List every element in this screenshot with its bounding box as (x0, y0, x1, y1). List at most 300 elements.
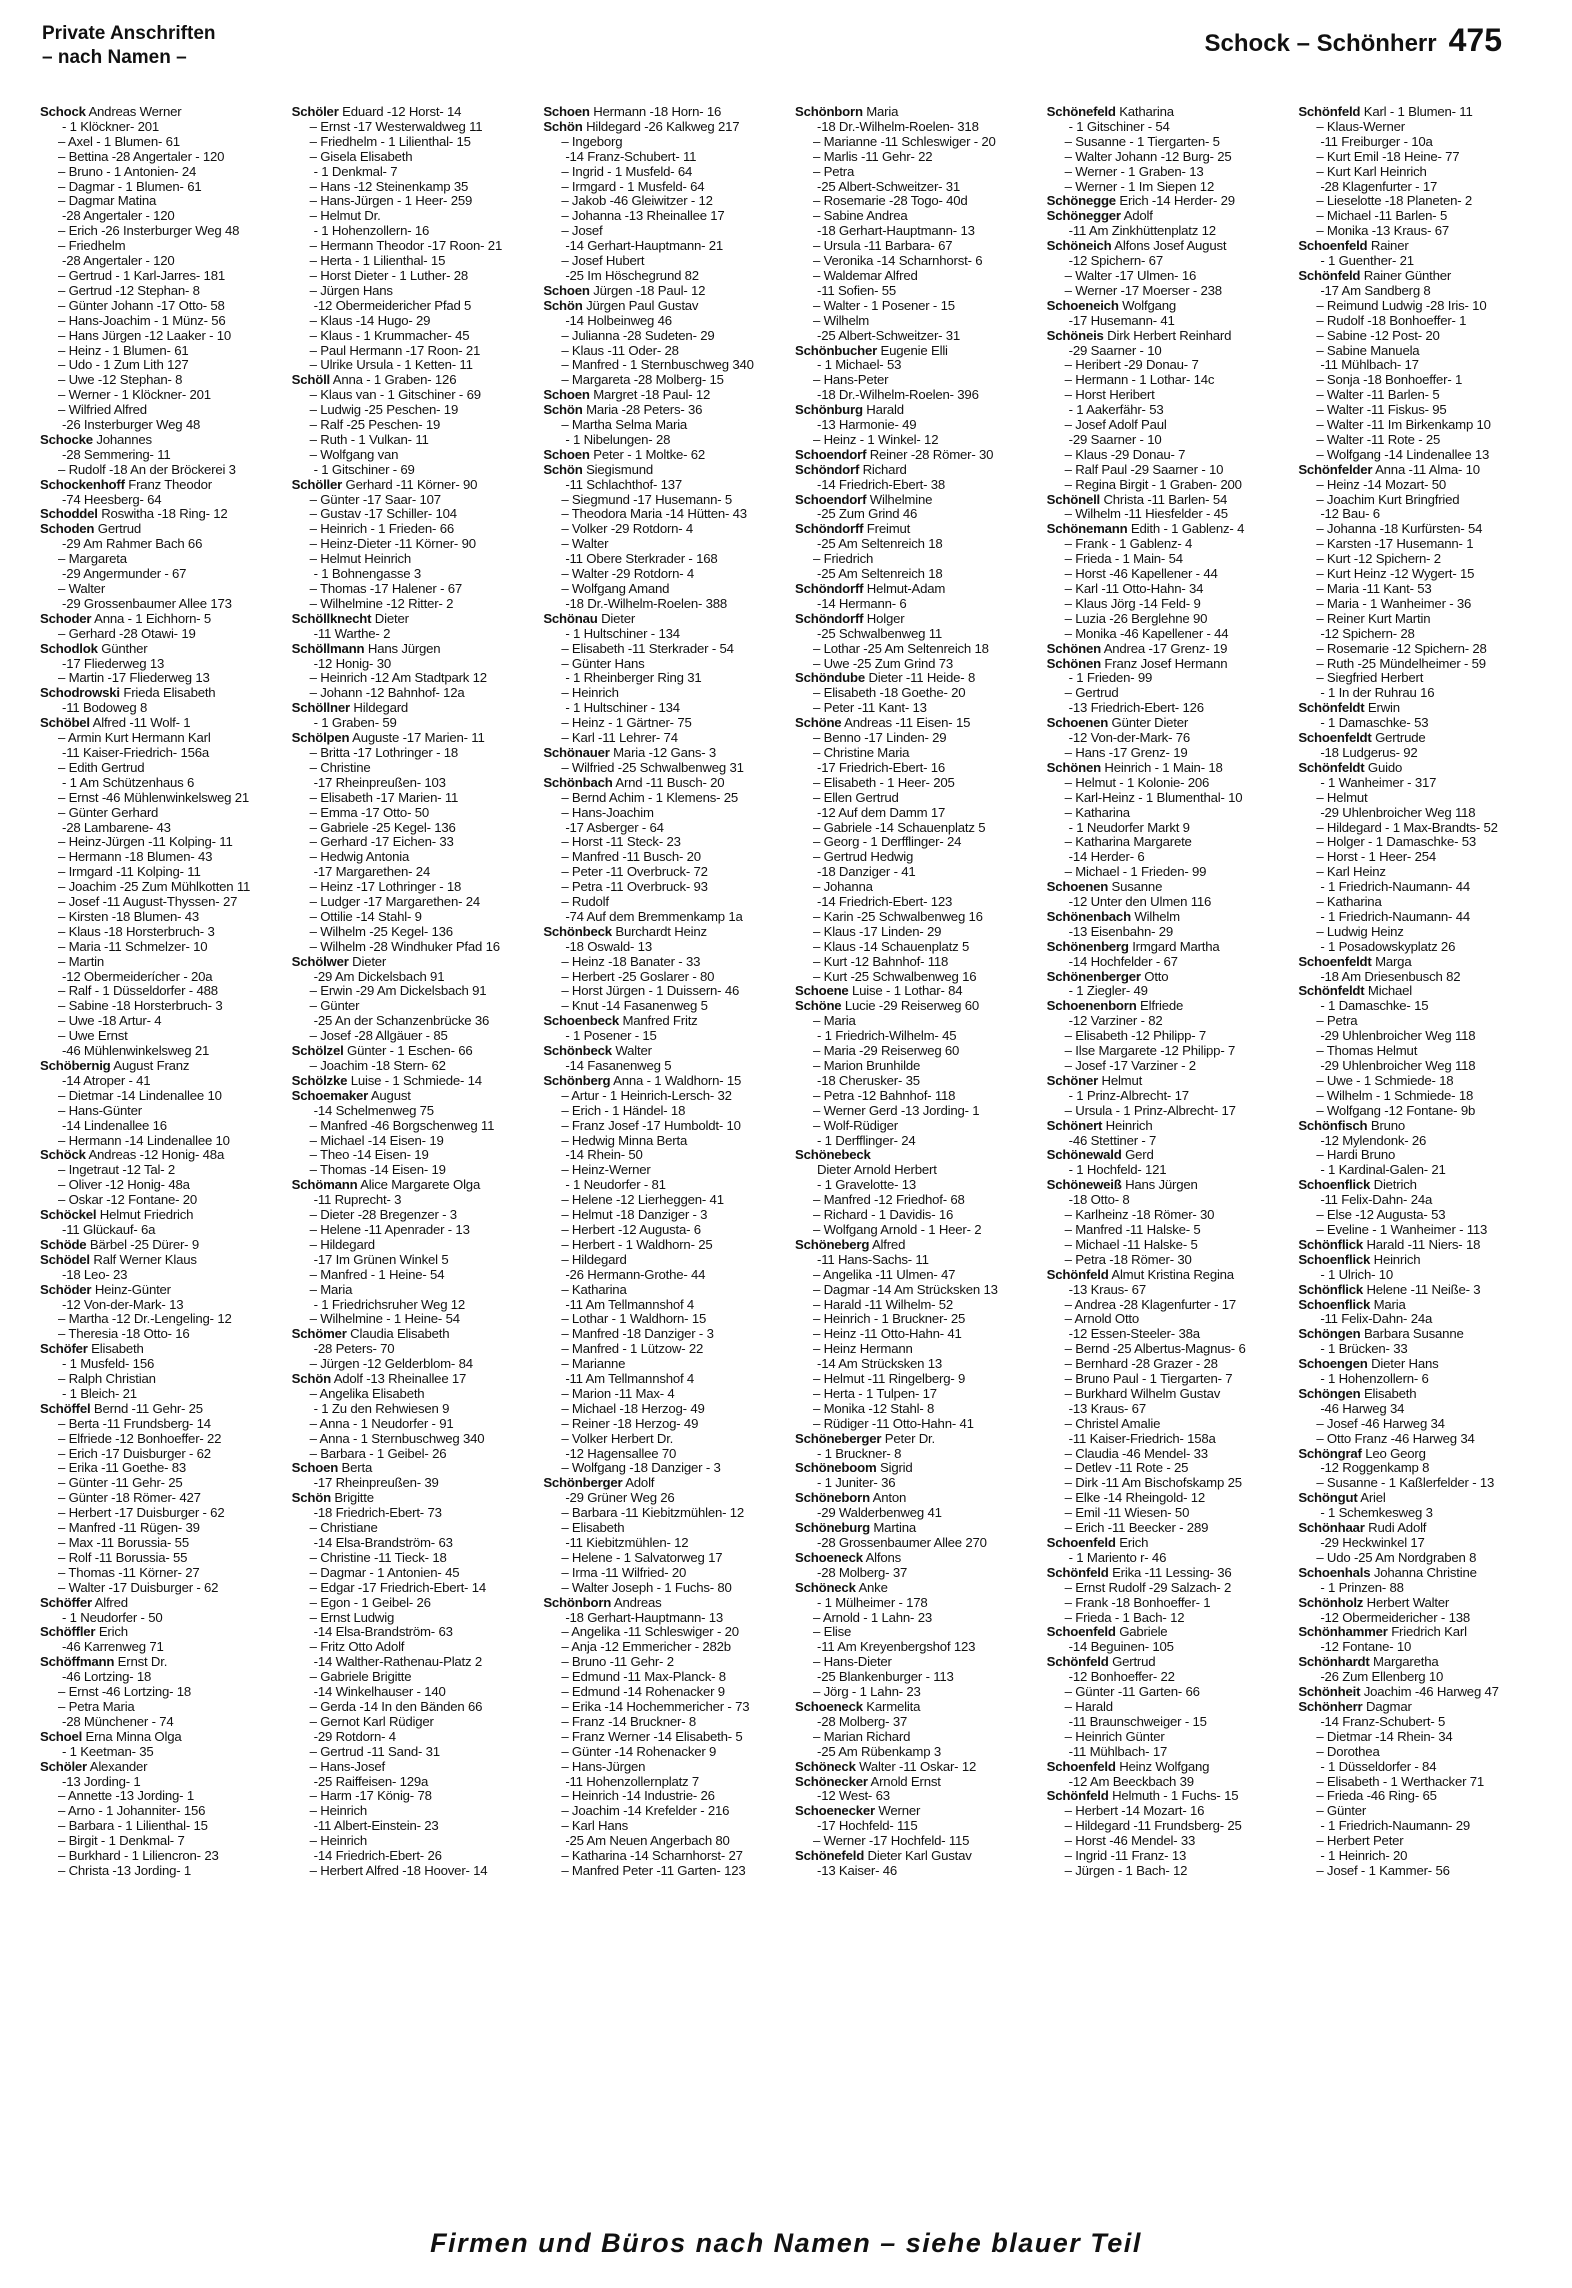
entry-detail: Wolfgang (1118, 297, 1177, 313)
address-continuation: - 1 Aakerfähr- 53 (1068, 402, 1164, 418)
address-continuation: -29 Uhlenbroicher Weg 118 (1320, 1028, 1476, 1044)
given-name-entry: – Karl -11 Lehrer- 74 (561, 730, 678, 746)
address-continuation: -14 Elsa-Brandström- 63 (313, 1535, 453, 1550)
given-name-entry: – Karsten -17 Husemann- 1 (1316, 536, 1474, 552)
entry-detail: Guido (1364, 759, 1403, 775)
surname: Schoenfeld (1046, 1535, 1116, 1550)
surname: Schönburg (795, 402, 863, 418)
surname-entry (543, 746, 785, 761)
given-name-entry: – Hans -12 Steinenkamp 35 (309, 178, 469, 194)
given-name-entry: – Petra (1316, 1013, 1358, 1029)
given-name-entry: – Johann -12 Bahnhof- 12a (309, 685, 465, 701)
address-continuation: -46 Lortzing- 18 (62, 1669, 152, 1685)
surname-entry (1298, 984, 1540, 999)
address-continuation: -14 Hochfelder - 67 (1068, 953, 1178, 969)
given-name-entry: – Dietmar -14 Lindenallee 10 (58, 1087, 222, 1103)
address-continuation: - 1 Posadowskyplatz 26 (1320, 938, 1456, 954)
surname: Schönfeld (1046, 1266, 1109, 1282)
surname: Schöneweiß (1046, 1177, 1122, 1193)
entry-detail: Hans Jürgen (364, 640, 441, 656)
given-name-entry: – Franz -14 Bruckner- 8 (561, 1713, 696, 1729)
entry-detail: Hildegard -26 Kalkweg 217 (582, 118, 740, 134)
surname: Schock (40, 105, 86, 119)
surname: Schönen (1046, 640, 1101, 656)
surname-entry (292, 955, 534, 970)
surname: Schön (543, 402, 583, 418)
given-name-entry: – Dagmar - 1 Blumen- 61 (58, 178, 202, 194)
given-name-entry: – Monika -46 Kapellener - 44 (1064, 625, 1229, 641)
surname-entry (1298, 1447, 1540, 1462)
surname: Schoenfeld (1046, 1624, 1116, 1640)
surname-entry (1298, 1625, 1540, 1640)
surname-entry (1298, 1491, 1540, 1506)
address-continuation: -29 Uhlenbroicher Weg 118 (1320, 1058, 1476, 1073)
given-name-entry: – Katharina (561, 1281, 627, 1297)
surname-entry (1047, 910, 1289, 925)
given-name-entry: – Jürgen -12 Gelderblom- 84 (309, 1356, 473, 1372)
given-name-entry: – Anna - 1 Sternbuschweg 340 (309, 1430, 485, 1446)
given-name-entry: – Werner Gerd -13 Jording- 1 (813, 1102, 980, 1118)
surname: Schöller (291, 476, 343, 492)
address-continuation: -26 Zum Ellenberg 10 (1320, 1669, 1444, 1685)
given-name-entry: – Gerhard -17 Eichen- 33 (309, 834, 454, 850)
surname-entry (1298, 1327, 1540, 1342)
surname-entry (1047, 657, 1289, 672)
address-continuation: - 1 Gitschiner - 54 (1068, 118, 1170, 134)
surname-entry (795, 463, 1037, 478)
given-name-entry: – Anja -12 Emmericher - 282b (561, 1639, 731, 1655)
given-name-entry: – Hermann -18 Blumen- 43 (58, 849, 213, 865)
given-name-entry: – Marianne -11 Schleswiger - 20 (813, 133, 996, 149)
address-continuation: - 1 Graben- 59 (313, 715, 397, 731)
surname: Schöneberg (795, 1236, 870, 1252)
given-name-entry: – Heinrich (309, 1833, 368, 1849)
entry-detail: Claudia Elisabeth (346, 1326, 450, 1342)
surname-entry (1298, 1283, 1540, 1298)
given-name-entry: – Josef -46 Harweg 34 (1316, 1415, 1445, 1431)
address-continuation: -17 Am Sandberg 8 (1320, 282, 1431, 298)
surname: Schönborn (795, 105, 863, 119)
given-name-entry: – Maria -11 Schmelzer- 10 (58, 938, 208, 954)
given-name-entry: – Franz Josef -17 Humboldt- 10 (561, 1117, 741, 1133)
given-name-entry: – Günter Johann -17 Otto- 58 (58, 297, 225, 313)
address-continuation: -12 Honig- 30 (313, 655, 391, 671)
given-name-entry: – Wolfgang -14 Lindenallee 13 (1316, 446, 1490, 462)
given-name-entry: – Edith Gertrud (58, 759, 145, 775)
surname-entry (1298, 105, 1540, 120)
surname-entry (1047, 970, 1289, 985)
address-continuation: - 1 Juniter- 36 (817, 1475, 896, 1491)
surname: Schoder (40, 610, 92, 626)
entry-detail: Manfred Fritz (619, 1013, 698, 1029)
given-name-entry: – Dietmar -14 Rhein- 34 (1316, 1728, 1453, 1744)
given-name-entry: – Knut -14 Fasanenweg 5 (561, 998, 708, 1014)
surname: Schöfer (40, 1341, 88, 1357)
entry-detail: Maria -12 Gans- 3 (609, 744, 717, 760)
given-name-entry: – Udo -25 Am Nordgraben 8 (1316, 1549, 1477, 1565)
given-name-entry: – Heinrich (309, 1803, 368, 1819)
given-name-entry: – Joachim Kurt Bringfried (1316, 491, 1460, 507)
given-name-entry: – Karlheinz -18 Römer- 30 (1064, 1207, 1215, 1223)
given-name-entry: – Irmgard -11 Kolping- 11 (58, 864, 201, 880)
entry-detail: Brigitte (330, 1490, 374, 1506)
entry-detail: Andreas -12 Honig- 48a (85, 1147, 225, 1163)
entry-detail: Rainer (1367, 238, 1409, 254)
address-continuation: -17 Asberger - 64 (565, 819, 664, 835)
entry-detail: Jürgen Paul Gustav (582, 297, 699, 313)
given-name-entry: – Hans -17 Grenz- 19 (1064, 744, 1188, 760)
given-name-entry: – Karl Heinz (1316, 864, 1386, 880)
given-name-entry: – Heinz - 1 Winkel- 12 (813, 431, 939, 447)
entry-detail: Alfred (91, 1594, 128, 1610)
surname-entry (1298, 1298, 1540, 1313)
surname: Schockenhoff (40, 476, 125, 492)
given-name-entry: – Axel - 1 Blumen- 61 (58, 133, 180, 149)
given-name-entry: – Oliver -12 Honig- 48a (58, 1177, 190, 1193)
surname-entry (292, 1372, 534, 1387)
given-name-entry: – Monika -12 Stahl- 8 (813, 1400, 935, 1416)
surname: Schönbeck (543, 1043, 612, 1059)
given-name-entry: – Helene - 1 Salvatorweg 17 (561, 1549, 723, 1565)
given-name-entry: – Hildegard -11 Frundsberg- 25 (1064, 1818, 1242, 1834)
surname-entry (292, 1461, 534, 1476)
surname: Schön (543, 118, 583, 134)
given-name-entry: – Luzia -26 Berglehne 90 (1064, 610, 1208, 626)
address-continuation: -17 Fliederweg 13 (62, 655, 165, 671)
given-name-entry: – Arno - 1 Johanniter- 156 (58, 1803, 206, 1819)
given-name-entry: – Ellen Gertrud (813, 789, 899, 805)
entry-detail: Gerhard -11 Körner- 90 (342, 476, 478, 492)
surname-entry (1047, 209, 1289, 224)
given-name-entry: – Wolfgang Arnold - 1 Heer- 2 (813, 1221, 982, 1237)
entry-detail: Margaretha (1369, 1654, 1439, 1670)
given-name-entry: – Elisabeth - 1 Werthacker 71 (1316, 1773, 1485, 1789)
given-name-entry: – Paul Hermann -17 Roon- 21 (309, 342, 481, 358)
given-name-entry: – Christine -11 Tieck- 18 (309, 1549, 447, 1565)
address-continuation: - 1 Neudorfer - 81 (565, 1177, 666, 1193)
given-name-entry: – Günter -17 Saar- 107 (309, 491, 441, 507)
address-continuation: -13 Kraus- 67 (1068, 1281, 1146, 1297)
given-name-entry: – Uwe -12 Stephan- 8 (58, 372, 183, 388)
surname: Schöneberger (795, 1430, 882, 1446)
given-name-entry: – Michael - 1 Frieden- 99 (1064, 864, 1207, 880)
address-continuation: -29 Angermunder - 67 (62, 566, 187, 582)
surname: Schönhammer (1298, 1624, 1388, 1640)
surname: Schoel (40, 1728, 83, 1744)
surname-entry (1047, 1536, 1289, 1551)
address-continuation: -14 Elsa-Brandström- 63 (313, 1624, 453, 1640)
given-name-entry: – Sonja -18 Bonhoeffer- 1 (1316, 372, 1463, 388)
given-name-entry: – Klaus Jörg -14 Feld- 9 (1064, 595, 1201, 611)
given-name-entry: – Sabine Manuela (1316, 342, 1420, 358)
given-name-entry: – Arnold Otto (1064, 1311, 1140, 1327)
given-name-entry: – Erich -26 Insterburger Weg 48 (58, 223, 240, 239)
surname: Schoen (543, 105, 590, 119)
entry-detail: Margret -18 Paul- 12 (589, 387, 711, 403)
given-name-entry: – Heinz-Jürgen -11 Kolping- 11 (58, 834, 233, 850)
surname: Schöllknecht (291, 610, 372, 626)
given-name-entry: – Margareta (58, 551, 127, 567)
surname: Schönert (1046, 1117, 1103, 1133)
surname-entry (40, 1208, 282, 1223)
given-name-entry: – Monika -13 Kraus- 67 (1316, 223, 1449, 239)
address-continuation: - 1 Bleich- 21 (62, 1385, 137, 1401)
given-name-entry: – Ludwig Heinz (1316, 923, 1404, 939)
address-continuation: - 1 Gitschiner - 69 (313, 461, 415, 477)
address-continuation: -28 Angertaler - 120 (62, 253, 175, 269)
surname: Schön (543, 297, 583, 313)
given-name-entry: – Helene -11 Apenrader - 13 (309, 1221, 470, 1237)
entry-detail: Ernst Dr. (114, 1654, 168, 1670)
address-continuation: -29 Am Rahmer Bach 66 (62, 536, 203, 552)
address-continuation: -11 Bodoweg 8 (62, 700, 148, 716)
surname: Schoeneck (795, 1549, 863, 1565)
surname-entry (1298, 761, 1540, 776)
address-continuation: - 1 Kardinal-Galen- 21 (1320, 1162, 1446, 1178)
address-continuation: -29 Grossenbaumer Allee 173 (62, 595, 232, 611)
address-continuation: Dieter Arnold Herbert (817, 1162, 937, 1178)
address-continuation: -18 Gerhart-Hauptmann- 13 (817, 223, 975, 239)
given-name-entry: – Karl-Heinz - 1 Blumenthal- 10 (1064, 789, 1243, 805)
given-name-entry: – Emma -17 Otto- 50 (309, 804, 429, 820)
surname: Schönfeldt (1298, 983, 1365, 999)
address-continuation: -13 Harmonie- 49 (817, 417, 917, 433)
surname-entry (1047, 1760, 1289, 1775)
given-name-entry: – Kirsten -18 Blumen- 43 (58, 908, 200, 924)
surname-entry (795, 1521, 1037, 1536)
given-name-entry: – Kurt Heinz -12 Wygert- 15 (1316, 566, 1475, 582)
address-continuation: -14 Atroper - 41 (62, 1072, 151, 1088)
given-name-entry: – Annette -13 Jording- 1 (58, 1788, 194, 1804)
given-name-entry: – Peter -11 Kant- 13 (813, 700, 927, 716)
given-name-entry: – Michael -11 Halske- 5 (1064, 1236, 1198, 1252)
given-name-entry: – Gustav -17 Schiller- 104 (309, 506, 457, 522)
entry-detail: Anna - 1 Eichhorn- 5 (91, 610, 212, 626)
given-name-entry: – Heinrich - 1 Bruckner- 25 (813, 1311, 966, 1327)
given-name-entry: – Manfred -11 Busch- 20 (561, 849, 701, 865)
surname-entry (795, 582, 1037, 597)
address-continuation: -12 Am Beeckbach 39 (1068, 1773, 1194, 1789)
given-name-entry: – Hardi Bruno (1316, 1147, 1396, 1163)
given-name-entry: – Günter (309, 998, 360, 1014)
surname: Schönfeld (1046, 1564, 1109, 1580)
given-name-entry: – Günter -11 Garten- 66 (1064, 1684, 1200, 1700)
surname-entry (1298, 463, 1540, 478)
surname-entry (1298, 731, 1540, 746)
given-name-entry: – Josef -17 Varziner - 2 (1064, 1058, 1196, 1073)
given-name-entry: – Helmut -18 Danziger - 3 (561, 1207, 708, 1223)
address-continuation: -13 Eisenbahn- 29 (1068, 923, 1174, 939)
surname-entry (543, 463, 785, 478)
surname-entry (543, 403, 785, 418)
address-continuation: - 1 Bruckner- 8 (817, 1445, 902, 1461)
address-continuation: -11 Obere Sterkrader - 168 (565, 551, 718, 567)
entry-detail: Hildegard (349, 700, 409, 716)
given-name-entry: – Johanna -13 Rheinallee 17 (561, 208, 725, 224)
given-name-entry: – Wilhelmine - 1 Heine- 54 (309, 1311, 460, 1327)
surname: Schönewald (1046, 1147, 1122, 1163)
address-continuation: - 1 Bohnengasse 3 (313, 566, 421, 582)
address-continuation: - 1 Ziegler- 49 (1068, 983, 1148, 999)
surname-entry (1298, 1596, 1540, 1611)
directory-columns (40, 105, 1540, 2205)
surname: Schoen (291, 1460, 339, 1476)
surname: Schoenbeck (543, 1013, 620, 1029)
address-continuation: -29 Heckwinkel 17 (1320, 1535, 1425, 1550)
entry-detail: Elisabeth (1360, 1385, 1417, 1401)
entry-detail: Edith - 1 Gablenz- 4 (1127, 521, 1245, 537)
surname-entry (40, 1730, 282, 1745)
given-name-entry: – Ilse Margarete -12 Philipp- 7 (1064, 1043, 1236, 1059)
address-continuation: - 1 Schemkesweg 3 (1320, 1505, 1433, 1521)
given-name-entry: – Ernst Rudolf -29 Salzach- 2 (1064, 1579, 1232, 1595)
given-name-entry: – Helene -12 Lierheggen- 41 (561, 1192, 724, 1208)
address-continuation: -25 Zum Grind 46 (817, 506, 918, 522)
surname-entry (1047, 1625, 1289, 1640)
given-name-entry: – Christine (309, 759, 371, 775)
surname: Schoenen (1046, 879, 1109, 895)
given-name-entry: – Dagmar -14 Am Strücksken 13 (813, 1281, 998, 1297)
surname: Schöler (40, 1758, 87, 1774)
given-name-entry: – Heinz -14 Mozart- 50 (1316, 476, 1447, 492)
given-name-entry: – Uwe - 1 Schmiede- 18 (1316, 1072, 1454, 1088)
given-name-entry: – Klaus-Werner (1316, 118, 1405, 134)
given-name-entry: – Ludger -17 Margarethen- 24 (309, 894, 481, 910)
surname: Schodlok (40, 640, 98, 656)
given-name-entry: – Klaus -17 Linden- 29 (813, 923, 942, 939)
surname-entry (1298, 1566, 1540, 1581)
surname: Schöbel (40, 715, 90, 731)
surname: Schönfelder (1298, 461, 1373, 477)
surname: Schönefeld (1046, 105, 1116, 119)
entry-detail: Adolf -13 Rheinallee 17 (330, 1371, 467, 1387)
entry-detail: Susanne (1108, 879, 1163, 895)
given-name-entry: – Walter -17 Ulmen- 16 (1064, 267, 1197, 283)
address-continuation: -14 Friedrich-Ebert- 26 (313, 1848, 442, 1864)
given-name-entry: – Theodora Maria -14 Hütten- 43 (561, 506, 747, 522)
address-continuation: -18 Leo- 23 (62, 1266, 128, 1282)
given-name-entry: – Wilhelmine -12 Ritter- 2 (309, 595, 454, 611)
given-name-entry: – Petra Maria (58, 1698, 135, 1714)
surname: Schömer (291, 1326, 347, 1342)
surname: Schönenberger (1046, 968, 1141, 984)
given-name-entry: – Joachim -25 Zum Mühlkotten 11 (58, 879, 251, 895)
given-name-entry: – Walter -11 Barlen- 5 (1316, 387, 1440, 403)
given-name-entry: – Harm -17 König- 78 (309, 1788, 432, 1804)
given-name-entry: – Susanne - 1 Tiergarten- 5 (1064, 133, 1220, 149)
given-name-entry: – Klaus -29 Donau- 7 (1064, 446, 1186, 462)
address-continuation: - 1 Rheinberger Ring 31 (565, 670, 702, 686)
address-continuation: -29 Walderbenweg 41 (817, 1505, 942, 1521)
address-continuation: -28 Semmering- 11 (62, 446, 171, 462)
given-name-entry: – Bernhard -28 Grazer - 28 (1064, 1356, 1218, 1372)
entry-detail: Werner (874, 1803, 921, 1819)
surname-entry (1047, 1655, 1289, 1670)
address-continuation: -12 Spichern- 28 (1320, 625, 1415, 641)
surname: Schoenflick (1298, 1177, 1371, 1193)
address-continuation: - 1 Brücken- 33 (1320, 1341, 1408, 1357)
given-name-entry: – Erika -11 Goethe- 83 (58, 1460, 187, 1476)
address-continuation: -29 Grüner Weg 26 (565, 1490, 675, 1506)
given-name-entry: – Ralf Paul -29 Saarner - 10 (1064, 461, 1224, 477)
entry-detail: Dirk Herbert Reinhard (1103, 327, 1232, 343)
given-name-entry: – Manfred -11 Rügen- 39 (58, 1520, 200, 1536)
address-continuation: -26 Hermann-Grothe- 44 (565, 1266, 706, 1282)
address-continuation: - 1 Damaschke- 15 (1320, 998, 1429, 1014)
given-name-entry: – Ingeborg (561, 133, 623, 149)
given-name-entry: – Sabine -18 Horsterbruch- 3 (58, 998, 223, 1014)
given-name-entry: – Günter (1316, 1803, 1367, 1819)
address-continuation: -28 Molberg- 37 (817, 1564, 908, 1580)
given-name-entry: – Siegfried Herbert (1316, 670, 1424, 686)
given-name-entry: – Bruno -11 Gehr- 2 (561, 1654, 674, 1670)
address-continuation: - 1 Am Schützenhaus 6 (62, 774, 195, 790)
given-name-entry: – Barbara - 1 Lilienthal- 15 (58, 1818, 208, 1834)
surname: Schoenfeld (1298, 238, 1368, 254)
given-name-entry: – Gernot Karl Rüdiger (309, 1713, 434, 1729)
surname-entry (40, 1148, 282, 1163)
given-name-entry: – Thomas Helmut (1316, 1043, 1418, 1059)
surname-entry (40, 507, 282, 522)
surname-entry (40, 1238, 282, 1253)
given-name-entry: – Sabine -12 Post- 20 (1316, 327, 1440, 343)
given-name-entry: – Manfred -11 Halske- 5 (1064, 1221, 1201, 1237)
entry-detail: Heinrich - 1 Main- 18 (1100, 759, 1223, 775)
given-name-entry: – Friedhelm - 1 Lilienthal- 15 (309, 133, 471, 149)
given-name-entry: – Anna - 1 Neudorfer - 91 (309, 1415, 454, 1431)
given-name-entry: – Walter -11 Rote - 25 (1316, 431, 1441, 447)
given-name-entry: – Elisabeth - 1 Heer- 205 (813, 774, 955, 790)
surname-entry (1047, 1148, 1289, 1163)
entry-detail: Maria (1370, 1296, 1406, 1312)
address-continuation: -46 Karrenweg 71 (62, 1639, 164, 1655)
given-name-entry: – Jürgen - 1 Bach- 12 (1064, 1862, 1188, 1878)
surname: Schönenberg (1046, 938, 1129, 954)
entry-detail: Peter - 1 Moltke- 62 (589, 446, 706, 462)
entry-detail: Harald (862, 402, 904, 418)
address-continuation: -29 Saarner - 10 (1068, 431, 1162, 447)
given-name-entry: – Bernd Achim - 1 Klemens- 25 (561, 789, 739, 805)
surname-entry (40, 478, 282, 493)
given-name-entry: – Marlis -11 Gehr- 22 (813, 148, 933, 164)
entry-detail: Johanna Christine (1370, 1564, 1477, 1580)
surname: Schöne (795, 715, 842, 731)
entry-detail: Herbert Walter (1363, 1594, 1450, 1610)
entry-detail: Otto (1140, 968, 1169, 984)
entry-detail: Erwin (1364, 700, 1400, 716)
given-name-entry: – Ottilie -14 Stahl- 9 (309, 908, 422, 924)
address-continuation: -29 Rotdorn- 4 (313, 1728, 396, 1744)
given-name-entry: – Heinrich -12 Am Stadtpark 12 (309, 670, 487, 686)
surname: Schöllmann (291, 640, 365, 656)
given-name-entry: – Benno -17 Linden- 29 (813, 730, 947, 746)
surname-entry (40, 1059, 282, 1074)
given-name-entry: – Günter -18 Römer- 427 (58, 1490, 201, 1506)
surname: Schoeneck (795, 1698, 863, 1714)
address-continuation: - 1 Friedrich-Naumann- 44 (1320, 908, 1470, 924)
given-name-entry: – Erwin -29 Am Dickelsbach 91 (309, 983, 487, 999)
given-name-entry: – Lothar - 1 Waldhorn- 15 (561, 1311, 707, 1327)
given-name-entry: – Bruno - 1 Antonien- 24 (58, 163, 197, 179)
surname-entry (543, 284, 785, 299)
given-name-entry: – Erich -17 Duisburger - 62 (58, 1445, 211, 1461)
surname: Schöckel (40, 1207, 97, 1223)
given-name-entry: – Manfred -18 Danziger - 3 (561, 1326, 714, 1342)
entry-detail: Berta (338, 1460, 373, 1476)
given-name-entry: – Gabriele -14 Schauenplatz 5 (813, 819, 986, 835)
surname: Schönbach (543, 774, 613, 790)
given-name-entry: – Kurt -12 Spichern- 2 (1316, 551, 1441, 567)
